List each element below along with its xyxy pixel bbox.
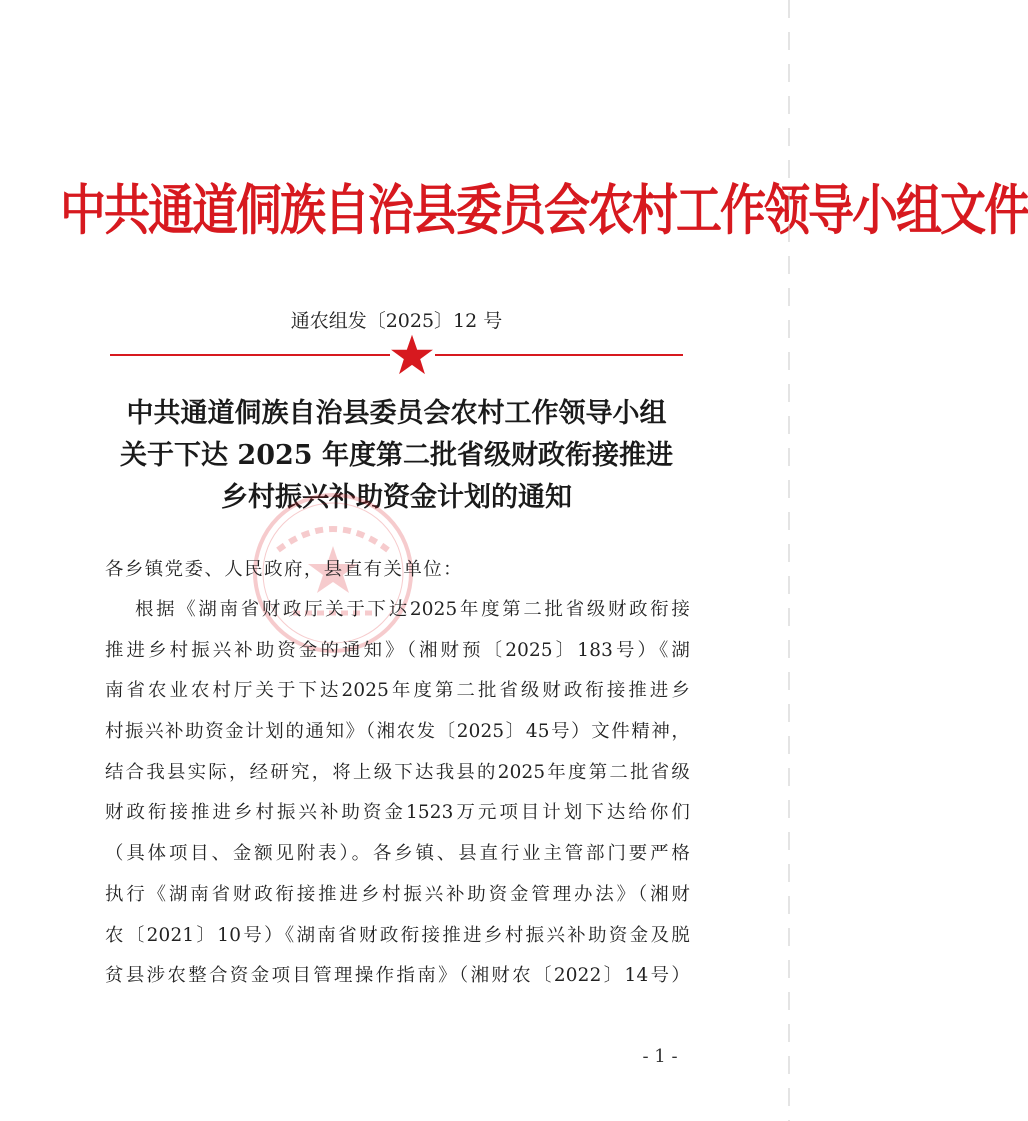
paragraph-line: 村振兴补助资金计划的通知》（湘农发〔2025〕45号）文件精神， bbox=[105, 721, 690, 743]
paragraph-line: 结合我县实际，经研究，将上级下达我县的2025年度第二批省级 bbox=[105, 761, 690, 783]
paragraph-line: （具体项目、金额见附表）。各乡镇、县直行业主管部门要严格 bbox=[105, 843, 690, 865]
red-rule-left bbox=[110, 354, 390, 356]
title-line: 中共通道侗族自治县委员会农村工作领导小组 bbox=[126, 398, 667, 429]
red-star-icon bbox=[390, 333, 434, 377]
paragraph-line: 农〔2021〕10号）《湖南省财政衔接推进乡村振兴补助资金及脱 bbox=[105, 924, 690, 946]
title-line: 关于下达 2025 年度第二批省级财政衔接推进 bbox=[120, 440, 673, 471]
paragraph-line: 根据《湖南省财政厅关于下达2025年度第二批省级财政衔接 bbox=[135, 599, 690, 620]
page-number: - 1 - bbox=[642, 1046, 678, 1067]
paragraph-line: 推进乡村振兴补助资金的通知》（湘财预〔2025〕183号）《湖 bbox=[105, 639, 690, 661]
paragraph-line: 执行《湖南省财政衔接推进乡村振兴补助资金管理办法》（湘财 bbox=[105, 883, 690, 905]
salutation: 各乡镇党委、人民政府，县直有关单位： bbox=[105, 559, 464, 580]
paragraph-line: 南省农业农村厅关于下达2025年度第二批省级财政衔接推进乡 bbox=[105, 680, 690, 702]
title-line: 乡村振兴补助资金计划的通知 bbox=[221, 482, 572, 513]
document-body bbox=[105, 550, 690, 997]
paragraph-line: 贫县涉农整合资金项目管理操作指南》（湘财农〔2022〕14号） bbox=[105, 965, 690, 987]
paragraph-line: 财政衔接推进乡村振兴补助资金1523万元项目计划下达给你们 bbox=[105, 802, 690, 824]
binding-edge-marks bbox=[781, 0, 793, 1121]
document-number: 通农组发〔2025〕12 号 bbox=[290, 310, 503, 332]
red-rule-right bbox=[435, 354, 683, 356]
masthead-title: 中共通道侗族自治县委员会农村工作领导小组文件 bbox=[60, 178, 1028, 242]
